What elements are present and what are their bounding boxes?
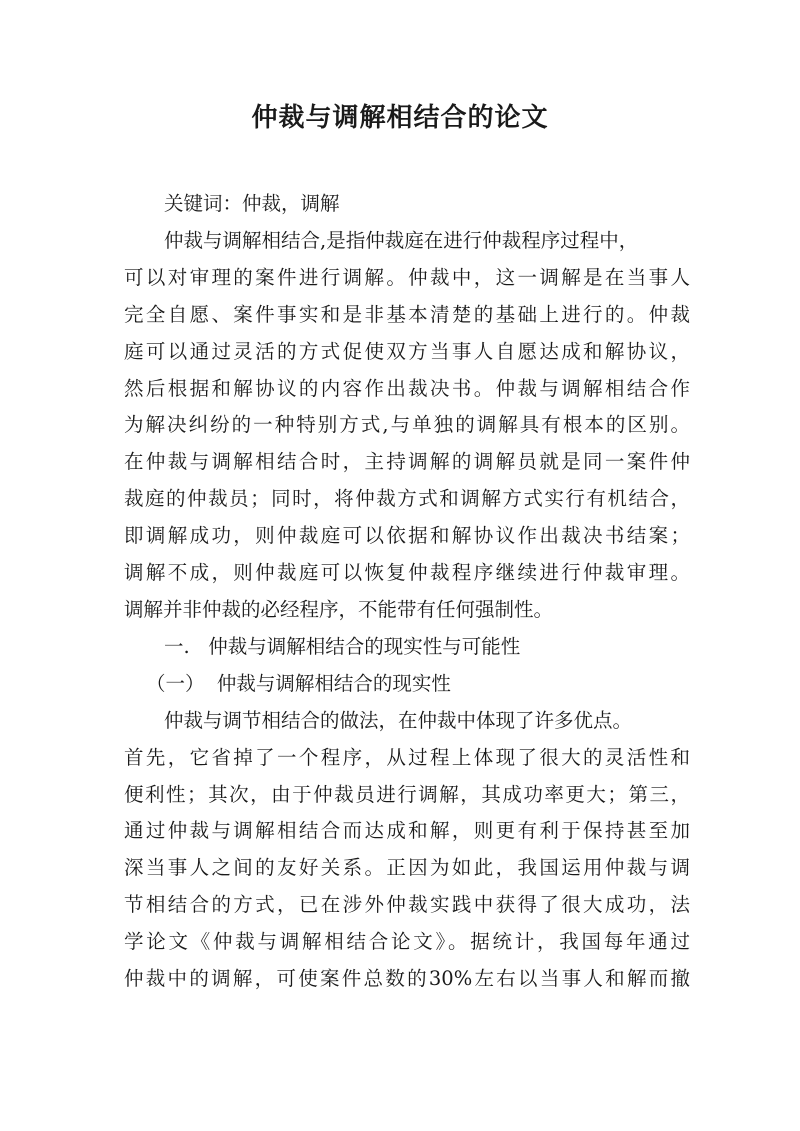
paragraph-line: 通过仲裁与调解相结合而达成和解，则更有利于保持甚至加 — [124, 819, 690, 843]
document-title: 仲裁与调解相结合的论文 — [251, 103, 549, 133]
paragraph-line: 调解不成，则仲裁庭可以恢复仲裁程序继续进行仲裁审理。 — [124, 561, 690, 585]
paragraph-line: 仲裁与调节相结合的做法，在仲裁中体现了许多优点。 — [164, 708, 633, 732]
paragraph-line: 仲裁与调解相结合,是指仲裁庭在进行仲裁程序过程中， — [164, 228, 639, 252]
paragraph-2 — [124, 703, 690, 998]
paragraph-line: 节相结合的方式，已在涉外仲裁实践中获得了很大成功，法 — [124, 893, 690, 917]
document-body — [124, 186, 690, 998]
paragraph-line: 裁庭的仲裁员；同时，将仲裁方式和调解方式实行有机结合， — [124, 487, 690, 511]
paragraph-line: 学论文《仲裁与调解相结合论文》。据统计，我国每年通过 — [124, 930, 690, 954]
paragraph-line: 深当事人之间的友好关系。正因为如此，我国运用仲裁与调 — [124, 856, 690, 880]
paragraph-line: 为解决纠纷的一种特别方式,与单独的调解具有根本的区别。 — [124, 413, 690, 437]
paragraph-line: 在仲裁与调解相结合时，主持调解的调解员就是同一案件仲 — [124, 450, 690, 474]
paragraph-line: 调解并非仲裁的必经程序，不能带有任何强制性。 — [124, 597, 554, 621]
paragraph-line: 即调解成功，则仲裁庭可以依据和解协议作出裁决书结案； — [124, 524, 690, 548]
paragraph-line: 完全自愿、案件事实和是非基本清楚的基础上进行的。仲裁 — [124, 302, 690, 326]
paragraph-1 — [124, 223, 690, 629]
paragraph-line: 便利性；其次，由于仲裁员进行调解，其成功率更大；第三， — [124, 782, 690, 806]
section-heading: 一. 仲裁与调解相结合的现实性与可能性 — [164, 634, 521, 658]
paragraph-line: 庭可以通过灵活的方式促使双方当事人自愿达成和解协议， — [124, 339, 690, 363]
paragraph-line: 首先，它省掉了一个程序，从过程上体现了很大的灵活性和 — [124, 745, 690, 769]
keywords-line: 关键词：仲裁，调解 — [164, 192, 340, 215]
paragraph-line: 然后根据和解协议的内容作出裁决书。仲裁与调解相结合作 — [124, 376, 690, 400]
paragraph-line: 可以对审理的案件进行调解。仲裁中，这一调解是在当事人 — [124, 265, 690, 289]
paragraph-line: 仲裁中的调解，可使案件总数的30%左右以当事人和解而撤 — [124, 967, 690, 991]
subsection-heading: （一） 仲裁与调解相结合的现实性 — [146, 671, 451, 695]
